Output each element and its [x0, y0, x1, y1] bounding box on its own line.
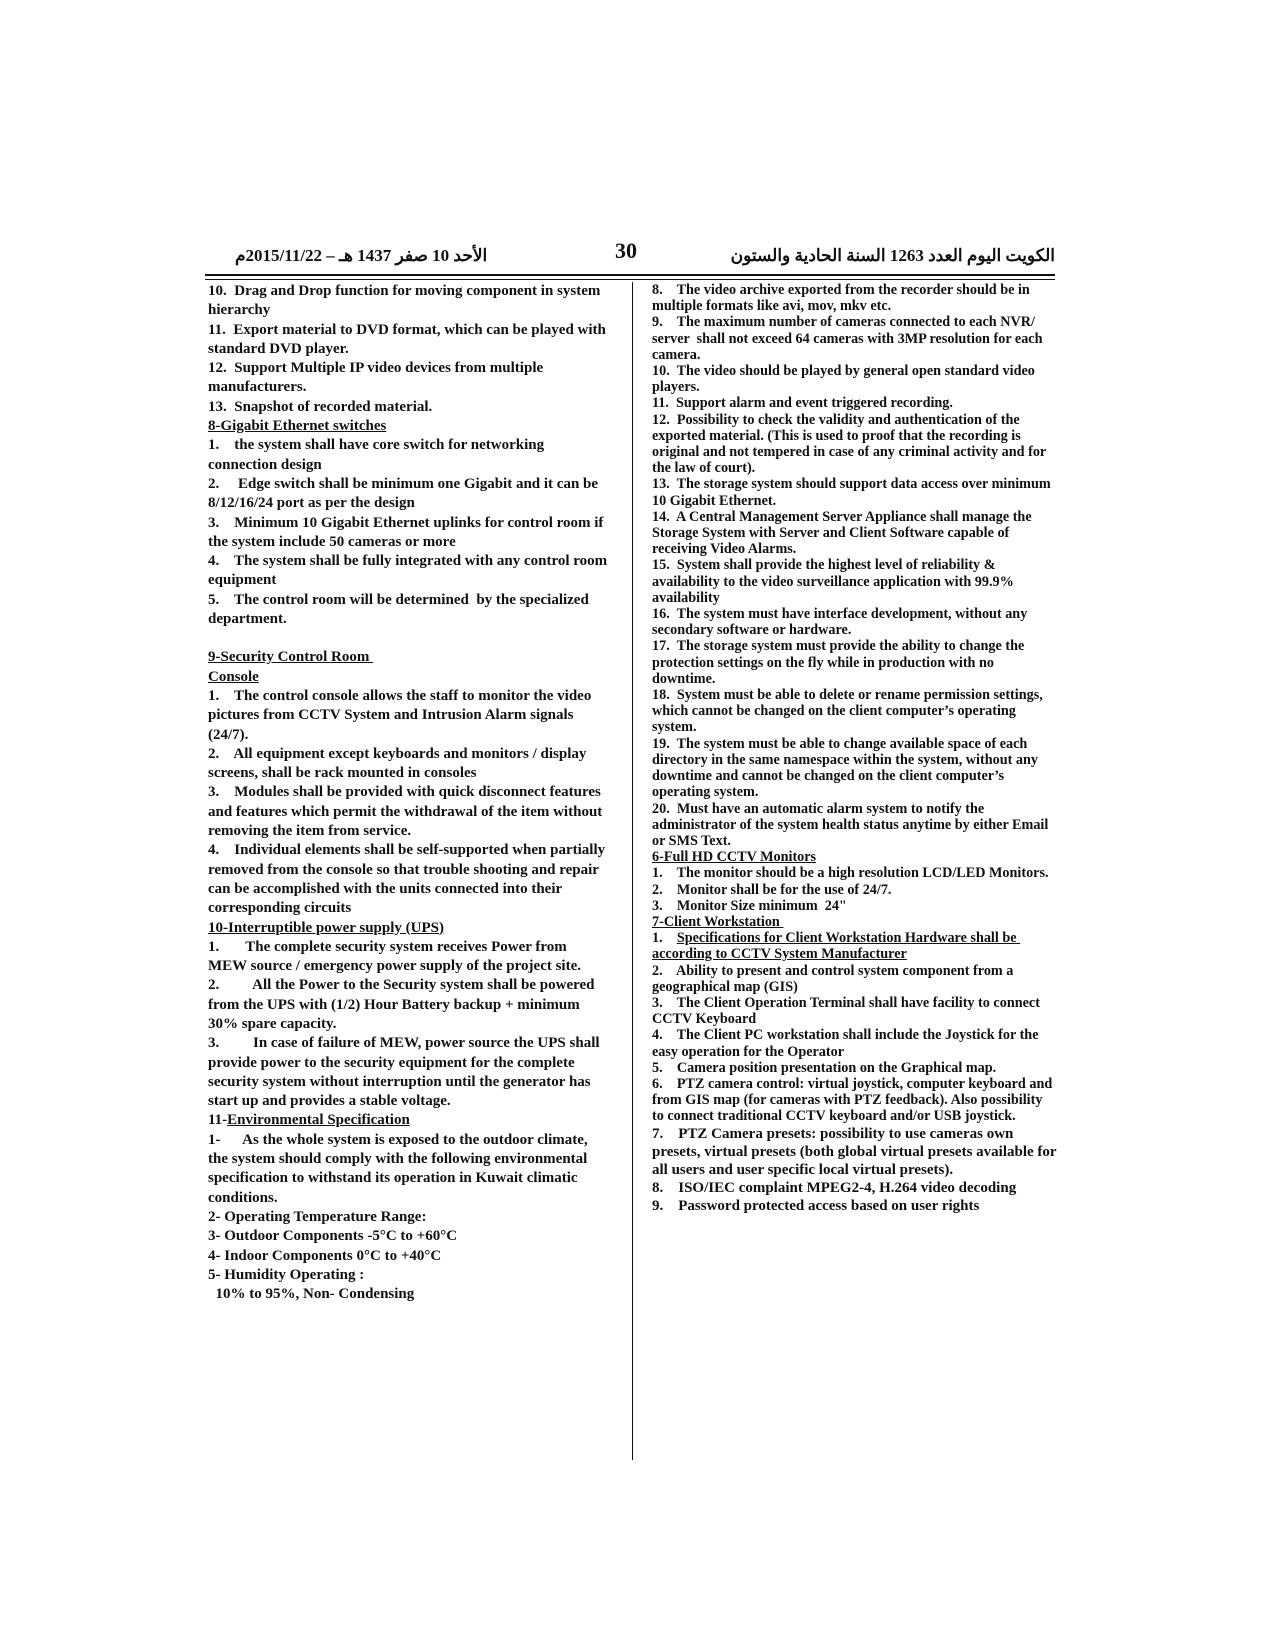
heading-text: 9-Security Control Room — [208, 649, 374, 666]
list-item: 2. Edge switch shall be minimum one Gigabit and it can be 8/12/16/24 port as per the design — [208, 475, 602, 512]
heading-text: 7-Client Workstation — [652, 913, 784, 930]
page-header — [205, 240, 1055, 276]
list-item: 5- Humidity Operating : — [208, 1266, 365, 1283]
list-item: 10. Drag and Drop function for moving component in system hierarchy — [208, 283, 605, 319]
list-item: 11. Export material to DVD format, which can be played with standard DVD player. — [208, 321, 610, 357]
list-item: 1. The monitor should be a high resolution LCD/LED Monitors. — [652, 865, 1049, 882]
list-item: 3- Outdoor Components -5°C to +60°C — [208, 1228, 458, 1245]
section-heading — [652, 914, 1057, 930]
list-item: 3. Modules shall be provided with quick disconnect features and features which permit the withdrawal of the item without removing the item from service. — [208, 784, 607, 840]
list-item: 20. Must have an automatic alarm system to notify the administrator of the system health status anytime by either Email or SMS Text. — [652, 800, 1052, 849]
list-item: 5. The control room will be determined by the specialized department. — [208, 591, 593, 628]
heading-text: 8-Gigabit Ethernet switches — [208, 418, 387, 435]
list-item: 4. The Client PC workstation shall include the Joystick for the easy operation for the Operator — [652, 1027, 1043, 1060]
page-number: 30 — [615, 238, 637, 263]
list-item: 4. Individual elements shall be self-supported when partially removed from the console so that trouble shooting and repair can be accomplished with the units connected into their corresponding circuits — [208, 842, 609, 917]
header-rule-thin — [205, 279, 1055, 280]
list-item: 16. The system must have interface development, without any secondary software or hardware. — [652, 606, 1031, 639]
list-item: 8. ISO/IEC complaint MPEG2-4, H.264 video decoding — [652, 1180, 1017, 1197]
paragraph-gap — [208, 629, 608, 648]
list-item: 2. Ability to present and control system component from a geographical map (GIS) — [652, 962, 1017, 995]
list-item: 13. The storage system should support data access over minimum 10 Gigabit Ethernet. — [652, 476, 1055, 509]
section-heading — [208, 919, 608, 938]
list-item: 9. The maximum number of cameras connected to each NVR/ server shall not exceed 64 cameras with 3MP resolution for each camera. — [652, 314, 1047, 363]
list-item: 2. All the Power to the Security system shall be powered from the UPS with (1/2) Hour Battery backup + minimum 30% spare capacity. — [208, 977, 599, 1032]
list-item: 18. System must be able to delete or rename permission settings, which cannot be changed on the client computer’s operating system. — [652, 687, 1047, 736]
list-item: 9. Password protected access based on user rights — [652, 1198, 980, 1215]
left-column — [208, 282, 611, 1304]
heading-prefix: 1. — [652, 930, 677, 947]
list-item: 1. the system shall have core switch for networking connection design — [208, 437, 548, 473]
list-item: 4. The system shall be fully integrated with any control room equipment — [208, 553, 611, 589]
list-item: 1. The control console allows the staff to monitor the video pictures from CCTV System and Intrusion Alarm signals (24/7). — [208, 687, 596, 743]
heading-prefix: 11- — [208, 1112, 228, 1129]
section-heading — [652, 930, 1057, 962]
section-heading — [208, 648, 608, 667]
list-item: 5. Camera position presentation on the Graphical map. — [652, 1059, 997, 1076]
list-item: 3. In case of failure of MEW, power source the UPS shall provide power to the security equipment for the complete security system without interruption until the generator has start up and provides a stable voltage. — [208, 1035, 604, 1110]
list-item: 15. System shall provide the highest level of reliability & availability to the video surveillance application with 99.9% availability — [652, 557, 1018, 606]
list-item: 8. The video archive exported from the recorder should be in multiple formats like avi, mov, mkv etc. — [652, 282, 1034, 315]
header-issue: الكويت اليوم العدد 1263 السنة الحادية والستون — [730, 246, 1055, 265]
header-rule — [205, 274, 1055, 276]
list-item: 10% to 95%, Non- Condensing — [208, 1286, 415, 1303]
section-heading — [208, 1111, 608, 1130]
right-column — [652, 282, 1061, 1216]
list-item: 14. A Central Management Server Appliance shall manage the Storage System with Server and Client Software capable of receiving Video Alarms. — [652, 508, 1036, 558]
list-item: 11. Support alarm and event triggered recording. — [652, 395, 953, 412]
section-heading — [652, 849, 1057, 865]
heading-text: 10-Interruptible power supply (UPS) — [208, 919, 444, 936]
list-item: 10. The video should be played by general open standard video players. — [652, 363, 1039, 396]
header-date: الأحد 10 صفر 1437 هـ – 2015/11/22م — [235, 246, 488, 265]
section-heading — [208, 417, 608, 436]
list-item: 3. Monitor Size minimum 24" — [652, 897, 847, 914]
list-item: 17. The storage system must provide the ability to change the protection settings on the fly while in production with no downtime. — [652, 638, 1028, 687]
list-item: 12. Possibility to check the validity and authentication of the exported material. (This is used to proof that the recording is original and not tempered in case of any criminal activity and for the law of court). — [652, 411, 1050, 477]
list-item: 4- Indoor Components 0°C to +40°C — [208, 1247, 442, 1264]
heading-text: Console — [208, 668, 259, 685]
list-item: 2. Monitor shall be for the use of 24/7. — [652, 881, 892, 898]
heading-text: 6-Full HD CCTV Monitors — [652, 849, 817, 866]
list-item: 3. Minimum 10 Gigabit Ethernet uplinks for control room if the system include 50 cameras or more — [208, 514, 608, 550]
list-item: 12. Support Multiple IP video devices from multiple manufacturers. — [208, 360, 547, 396]
list-item: 1- As the whole system is exposed to the outdoor climate, the system should comply with the following environmental specification to withstand its operation in Kuwait climatic conditions. — [208, 1131, 592, 1206]
section-heading — [208, 668, 608, 687]
list-item: 1. The complete security system receives Power from MEW source / emergency power supply of the project site. — [208, 938, 582, 975]
list-item: 6. PTZ camera control: virtual joystick, computer keyboard and from GIS map (for cameras with PTZ feedback). Also possibility to connect traditional CCTV keyboard and/or USB joystick. — [652, 1075, 1056, 1125]
heading-text: Specifications for Client Workstation Hardware shall be according to CCTV System Manufacturer — [652, 930, 1021, 963]
list-item: 19. The system must be able to change available space of each directory in the same namespace within the system, without any downtime and cannot be changed on the client computer’s operating system. — [652, 735, 1042, 801]
list-item: 13. Snapshot of recorded material. — [208, 398, 433, 415]
list-item: 7. PTZ Camera presets: possibility to use cameras own presets, virtual presets (both global virtual presets available for all users and user specific local virtual presets). — [652, 1125, 1061, 1178]
list-item: 3. The Client Operation Terminal shall have facility to connect CCTV Keyboard — [652, 994, 1044, 1028]
list-item: 2. All equipment except keyboards and monitors / display screens, shall be rack mounted in consoles — [208, 745, 591, 782]
column-divider — [632, 282, 633, 1460]
heading-text: Environmental Specification — [227, 1112, 410, 1129]
list-item: 2- Operating Temperature Range: — [208, 1208, 427, 1225]
